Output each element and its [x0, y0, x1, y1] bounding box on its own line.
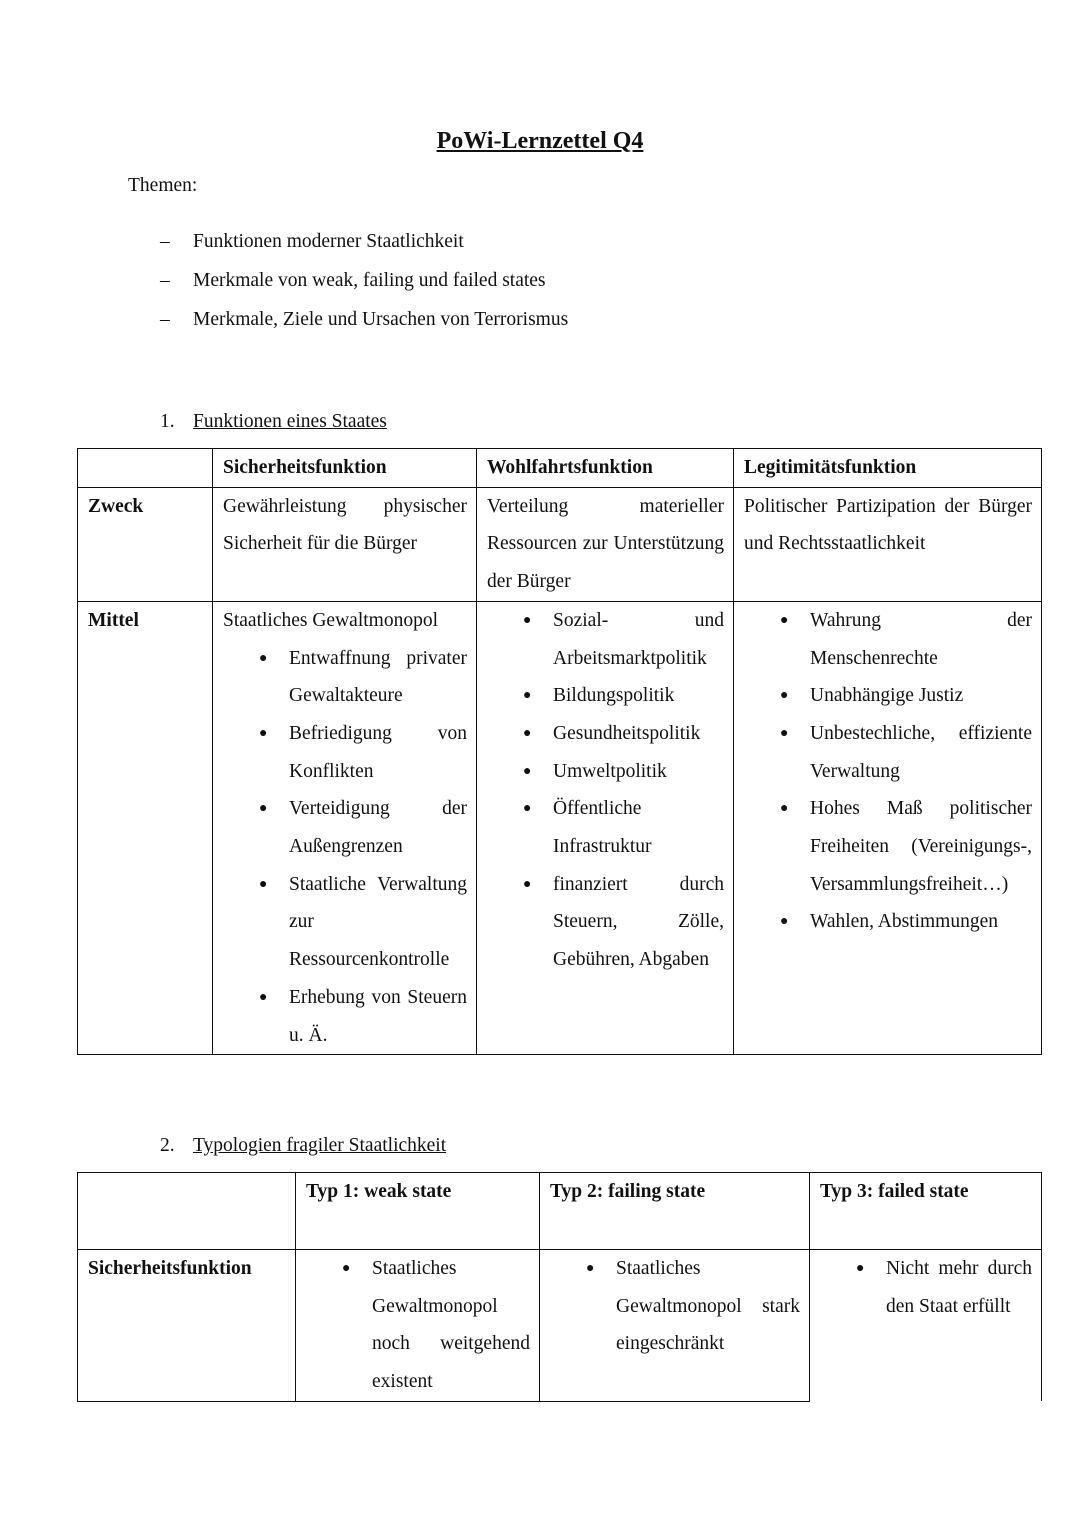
bullet-icon: ●: [523, 763, 532, 779]
list-item: ● Staatliches Gewaltmonopol noch weitgehend existent: [372, 1250, 530, 1401]
list-item: ● Sozial- und Arbeitsmarktpolitik: [553, 602, 724, 677]
table-header-row: [78, 1173, 1042, 1250]
bullet-icon: ●: [780, 688, 789, 704]
bullet-icon: ●: [259, 876, 268, 892]
bullet-icon: ●: [523, 801, 532, 817]
bullet-icon: ●: [259, 989, 268, 1005]
table-header-row: [78, 449, 1042, 488]
column-header: Typ 1: weak state: [296, 1173, 540, 1250]
list-item: ● Wahlen, Abstimmungen: [810, 903, 1032, 941]
topic-item: – Merkmale, Ziele und Ursachen von Terrorismus: [160, 307, 568, 346]
bullet-icon: ●: [586, 1261, 595, 1276]
bullet-icon: ●: [259, 650, 268, 666]
page-title: PoWi-Lernzettel Q4: [436, 128, 644, 154]
table-cell: Verteilung materieller Ressourcen zur Unterstützung der Bürger: [477, 487, 734, 601]
table-cell: [296, 1250, 540, 1402]
bullet-list: [586, 1250, 800, 1363]
list-item: ● Staatliche Verwaltung zur Ressourcenkontrolle: [289, 866, 467, 979]
bullet-icon: ●: [523, 876, 532, 892]
list-item: ● Hohes Maß politischer Freiheiten (Vereinigungs-, Versammlungsfreiheit…): [810, 790, 1032, 903]
list-item: ● Erhebung von Steuern u. Ä.: [289, 979, 467, 1054]
bullet-list: [342, 1250, 530, 1401]
list-item: ● Gesundheitspolitik: [553, 715, 724, 753]
topic-item: – Funktionen moderner Staatlichkeit: [160, 229, 568, 268]
list-item: ● Bildungspolitik: [553, 677, 724, 715]
column-header: Legitimitätsfunktion: [734, 449, 1042, 488]
topics-list: [160, 229, 568, 346]
bullet-icon: ●: [259, 801, 268, 817]
list-item: ● Umweltpolitik: [553, 753, 724, 791]
table-row-mittel: [78, 601, 1042, 1054]
themes-label: Themen:: [128, 175, 198, 196]
column-header: Sicherheitsfunktion: [213, 449, 477, 488]
table-cell: Politischer Partizipation der Bürger und Rechtsstaatlichkeit: [734, 487, 1042, 601]
dash-icon: –: [160, 231, 170, 252]
list-item: ● Verteidigung der Außengrenzen: [289, 790, 467, 865]
table-cell: [477, 601, 734, 1054]
column-header: Typ 2: failing state: [540, 1173, 810, 1250]
list-item: ● Befriedigung von Konflikten: [289, 715, 467, 790]
table-row-sicherheit: [78, 1250, 1042, 1402]
list-item: ● Nicht mehr durch den Staat erfüllt: [886, 1250, 1032, 1325]
table-cell: [810, 1250, 1042, 1402]
cell-intro: Staatliches Gewaltmonopol: [223, 609, 438, 631]
bullet-icon: ●: [523, 688, 532, 704]
bullet-icon: ●: [780, 801, 789, 817]
bullet-icon: ●: [523, 725, 532, 741]
row-label: Zweck: [78, 487, 213, 601]
bullet-list: [259, 640, 467, 1055]
list-item: ● finanziert durch Steuern, Zölle, Gebühren, Abgaben: [553, 866, 724, 979]
table-row-zweck: [78, 487, 1042, 601]
list-item: ● Entwaffnung privater Gewaltakteure: [289, 640, 467, 715]
empty-corner-cell: [78, 449, 213, 488]
bullet-icon: ●: [780, 725, 789, 741]
bullet-list: [856, 1250, 1032, 1325]
list-item: ● Unabhängige Justiz: [810, 677, 1032, 715]
list-item: ● Unbestechliche, effiziente Verwaltung: [810, 715, 1032, 790]
row-label: Mittel: [78, 601, 213, 1054]
bullet-icon: ●: [780, 914, 789, 930]
bullet-list: [523, 602, 724, 979]
table-cell: [734, 601, 1042, 1054]
table-cell: [540, 1250, 810, 1402]
bullet-list: [780, 602, 1032, 941]
bullet-icon: ●: [780, 612, 789, 628]
dash-icon: –: [160, 309, 170, 330]
fragile-states-table: [77, 1172, 1042, 1402]
bullet-icon: ●: [342, 1261, 351, 1276]
dash-icon: –: [160, 270, 170, 291]
section-2-heading: 2. Typologien fragiler Staatlichkeit: [160, 1135, 447, 1156]
section-1-heading: 1. Funktionen eines Staates: [160, 411, 387, 432]
list-item: ● Öffentliche Infrastruktur: [553, 790, 724, 865]
topic-item: – Merkmale von weak, failing und failed states: [160, 268, 568, 307]
bullet-icon: ●: [523, 612, 532, 628]
table-cell: Gewährleistung physischer Sicherheit für die Bürger: [213, 487, 477, 601]
table-cell: [213, 601, 477, 1054]
list-item: ● Staatliches Gewaltmonopol stark eingeschränkt: [616, 1250, 800, 1363]
empty-corner-cell: [78, 1173, 296, 1250]
state-functions-table: [77, 448, 1042, 1055]
list-item: ● Wahrung der Menschenrechte: [810, 602, 1032, 677]
column-header: Wohlfahrtsfunktion: [477, 449, 734, 488]
bullet-icon: ●: [856, 1261, 865, 1276]
row-label: Sicherheitsfunktion: [78, 1250, 296, 1402]
column-header: Typ 3: failed state: [810, 1173, 1042, 1250]
bullet-icon: ●: [259, 725, 268, 741]
